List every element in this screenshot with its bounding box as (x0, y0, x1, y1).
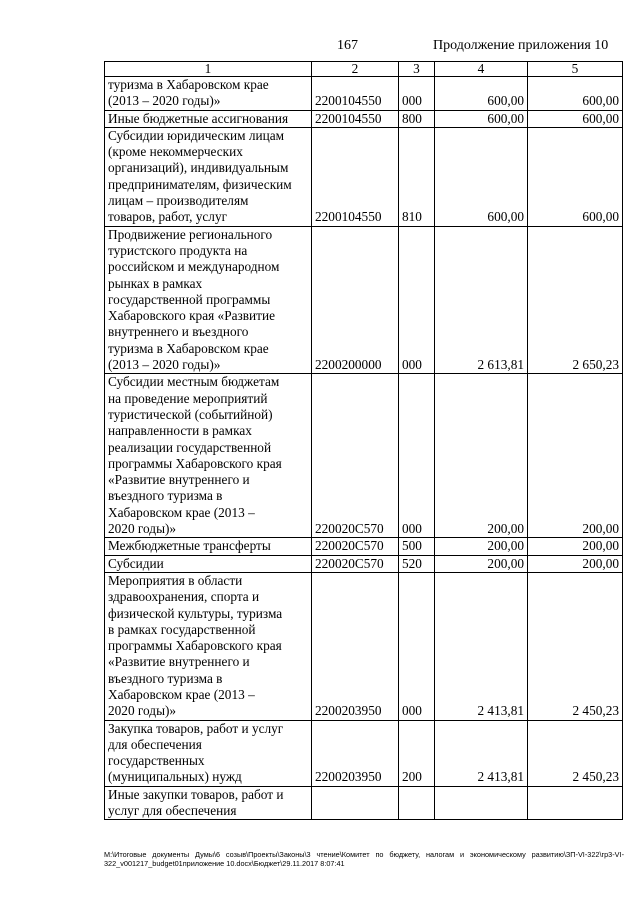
row-expense-type: 000 (399, 77, 435, 111)
row-target-code: 220020С570 (312, 374, 399, 538)
row-name: Субсидии местным бюджетам на проведение мероприятий туристической (событийной) направленности в рамках реализации государственной программы Хабаровского края «Развитие внутреннего и въездного туризма в Хабаровском крае (2013 – 2020 годы)» (105, 374, 312, 538)
row-expense-type (399, 786, 435, 820)
row-expense-type: 500 (399, 538, 435, 555)
row-amount-1: 2 413,81 (435, 720, 528, 786)
row-amount-2 (528, 786, 623, 820)
row-amount-1: 600,00 (435, 127, 528, 226)
row-name: Закупка товаров, работ и услуг для обеспечения государственных (муниципальных) нужд (105, 720, 312, 786)
row-target-code: 220020С570 (312, 555, 399, 572)
row-amount-1: 200,00 (435, 555, 528, 572)
table-row (105, 127, 623, 226)
row-amount-2: 200,00 (528, 555, 623, 572)
row-amount-1: 200,00 (435, 374, 528, 538)
row-amount-1 (435, 786, 528, 820)
row-expense-type: 000 (399, 226, 435, 374)
row-name: Иные закупки товаров, работ и услуг для обеспечения (105, 786, 312, 820)
row-amount-1: 600,00 (435, 77, 528, 111)
row-expense-type: 000 (399, 572, 435, 720)
table-row (105, 555, 623, 572)
row-target-code: 2200104550 (312, 110, 399, 127)
row-expense-type: 200 (399, 720, 435, 786)
row-target-code: 220020С570 (312, 538, 399, 555)
row-name: Иные бюджетные ассигнования (105, 110, 312, 127)
row-amount-1: 2 413,81 (435, 572, 528, 720)
table-row (105, 786, 623, 820)
column-header: 1 (105, 62, 312, 77)
row-expense-type: 800 (399, 110, 435, 127)
appendix-caption: Продолжение приложения 10 (433, 38, 609, 53)
table-header-row (105, 62, 623, 77)
row-amount-1: 600,00 (435, 110, 528, 127)
row-name: туризма в Хабаровском крае (2013 – 2020 годы)» (105, 77, 312, 111)
row-target-code: 2200203950 (312, 572, 399, 720)
row-name: Межбюджетные трансферты (105, 538, 312, 555)
row-amount-2: 600,00 (528, 127, 623, 226)
row-expense-type: 000 (399, 374, 435, 538)
row-name: Субсидии (105, 555, 312, 572)
row-name: Продвижение регионального туристского продукта на российском и международном рынках в рамках государственной программы Хабаровского края «Развитие внутреннего и въездного туризма в Хабаровском крае (2013 – 2020 годы)» (105, 226, 312, 374)
column-header: 2 (312, 62, 399, 77)
row-target-code: 2200200000 (312, 226, 399, 374)
table-row (105, 538, 623, 555)
table-row (105, 226, 623, 374)
table-row (105, 110, 623, 127)
row-name: Субсидии юридическим лицам (кроме некоммерческих организаций), индивидуальным предпринимателям, физическим лицам – производителям товаров, работ, услуг (105, 127, 312, 226)
row-amount-2: 2 450,23 (528, 720, 623, 786)
budget-table (104, 61, 623, 820)
row-amount-1: 200,00 (435, 538, 528, 555)
row-target-code: 2200104550 (312, 77, 399, 111)
row-amount-2: 2 650,23 (528, 226, 623, 374)
row-amount-2: 2 450,23 (528, 572, 623, 720)
row-amount-2: 200,00 (528, 538, 623, 555)
column-header: 5 (528, 62, 623, 77)
document-file-path: М:\Итоговые документы Думы\6 созыв\Проекты\Законы\3 чтение\Комитет по бюджету, налогам и экономическому развитию\ЗП-VI-322\гр3-VI-322_v001217_budget01приложение 10.docx\Бюджет\29.11.2017 8:07:41 (104, 850, 624, 868)
row-amount-2: 600,00 (528, 77, 623, 111)
row-name: Мероприятия в области здравоохранения, спорта и физической культуры, туризма в рамках государственной программы Хабаровского края «Развитие внутреннего и въездного туризма в Хабаровском крае (2013 – 2020 годы)» (105, 572, 312, 720)
table-row (105, 572, 623, 720)
row-expense-type: 520 (399, 555, 435, 572)
row-target-code: 2200203950 (312, 720, 399, 786)
table-row (105, 720, 623, 786)
table-row (105, 374, 623, 538)
row-amount-2: 200,00 (528, 374, 623, 538)
column-header: 4 (435, 62, 528, 77)
column-header: 3 (399, 62, 435, 77)
page-number: 167 (337, 38, 358, 53)
row-expense-type: 810 (399, 127, 435, 226)
row-target-code: 2200104550 (312, 127, 399, 226)
row-target-code (312, 786, 399, 820)
table-row (105, 77, 623, 111)
row-amount-1: 2 613,81 (435, 226, 528, 374)
row-amount-2: 600,00 (528, 110, 623, 127)
